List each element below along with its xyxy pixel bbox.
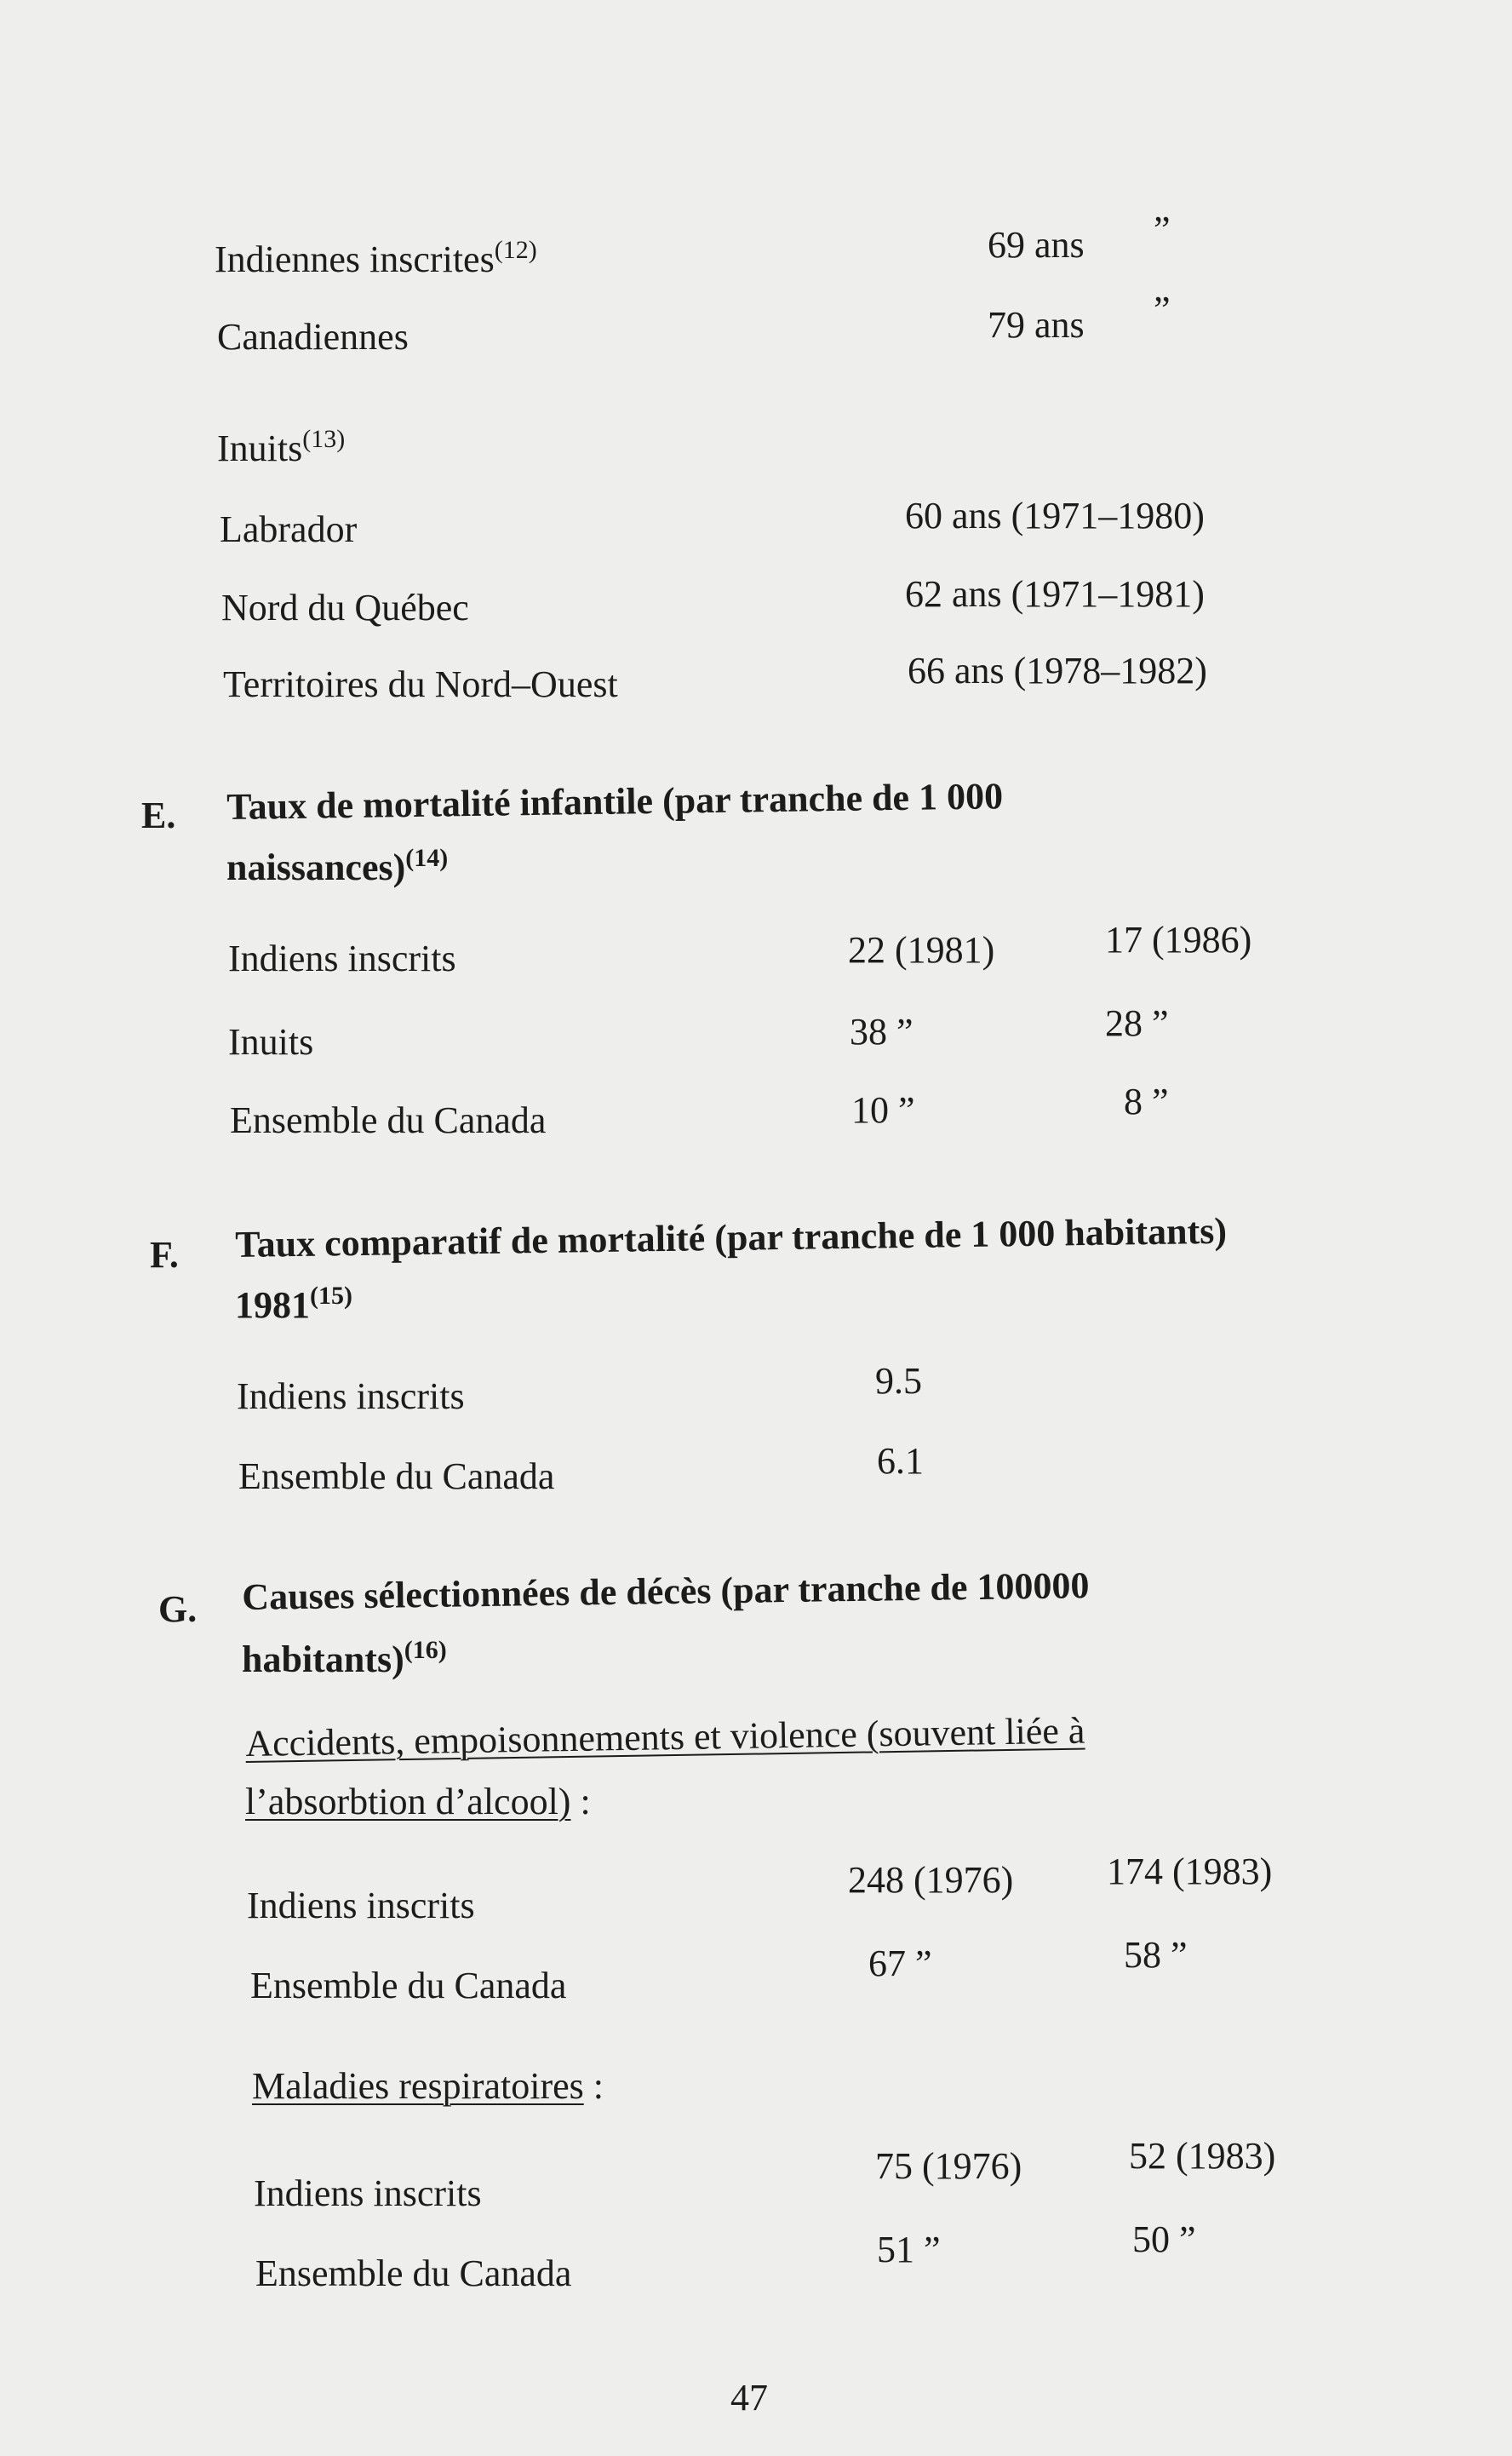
row-value-1: 10 ” (851, 1089, 915, 1131)
ditto-mark: ” (1154, 289, 1171, 330)
row-label: Indiennes inscrites$^{(12)}$ (215, 236, 537, 280)
row-value-1: 67 ” (868, 1942, 932, 1984)
row-value-1: 51 ” (877, 2229, 941, 2270)
row-label: Ensemble du Canada (255, 2252, 572, 2294)
row-label: Indiens inscrits (237, 1375, 465, 1417)
footnote-ref: (13) (302, 425, 346, 453)
row-value-2: 28 ” (1105, 1002, 1169, 1044)
section-title-cont: naissances)$^{(14)}$ (226, 844, 449, 888)
row-label: Ensemble du Canada (250, 1965, 567, 2006)
subsection-heading: Accidents, empoisonnements et violence (souvent liée à (245, 1709, 1085, 1765)
row-label: Ensemble du Canada (238, 1455, 555, 1497)
section-title-cont: habitants)$^{(16)}$ (242, 1636, 447, 1680)
footnote-ref: (15) (310, 1282, 352, 1310)
footnote-ref: (16) (404, 1636, 447, 1664)
row-value-1: 38 ” (850, 1011, 914, 1053)
page-number: 47 (730, 2377, 768, 2419)
row-value: 62 ans (1971–1981) (905, 573, 1205, 615)
row-label: Ensemble du Canada (230, 1099, 547, 1141)
row-value-1: 6.1 (877, 1440, 924, 1482)
row-value-1: 9.5 (875, 1360, 922, 1402)
ditto-mark: ” (1154, 209, 1171, 250)
section-title: Taux comparatif de mortalité (par tranche de 1 000 habitants) (235, 1209, 1228, 1265)
section-title: Taux de mortalité infantile (par tranche de 1 000 (226, 775, 1004, 828)
row-value-2: 17 (1986) (1105, 919, 1252, 961)
row-value-1: 22 (1981) (848, 929, 995, 971)
section-title: Causes sélectionnées de décès (par tranche de 100000 (242, 1564, 1090, 1618)
row-value-2: 58 ” (1124, 1934, 1188, 1976)
row-value-2: 8 ” (1124, 1081, 1169, 1122)
row-label: Indiens inscrits (228, 938, 456, 979)
row-label: Nord du Québec (221, 587, 469, 628)
row-label: Indiens inscrits (247, 1885, 475, 1926)
row-label: Inuits (228, 1021, 314, 1063)
row-label: Indiens inscrits (254, 2172, 482, 2214)
row-label: Inuits$^{(13)}$ (217, 425, 346, 469)
row-value: 79 ans (988, 304, 1085, 346)
row-value-2: 52 (1983) (1129, 2135, 1276, 2177)
subsection-heading: Maladies respiratoires : (252, 2065, 604, 2107)
section-letter: F. (150, 1234, 179, 1276)
row-label: Canadiennes (217, 316, 409, 358)
row-value: 66 ans (1978–1982) (908, 650, 1207, 691)
row-label: Territoires du Nord–Ouest (223, 663, 618, 705)
row-value: 69 ans (988, 224, 1085, 266)
row-value-2: 174 (1983) (1107, 1851, 1273, 1892)
section-title-cont: 1981$^{(15)}$ (235, 1282, 352, 1326)
footnote-ref: (14) (405, 844, 449, 872)
row-value-2: 50 ” (1132, 2218, 1196, 2260)
subsection-heading-cont: l’absorbtion d’alcool) : (245, 1781, 591, 1822)
row-value: 60 ans (1971–1980) (905, 495, 1205, 537)
footnote-ref: (12) (494, 236, 537, 264)
row-value-1: 248 (1976) (848, 1859, 1014, 1901)
row-label: Labrador (220, 508, 358, 550)
section-letter: G. (158, 1588, 198, 1630)
row-value-1: 75 (1976) (875, 2145, 1022, 2187)
section-letter: E. (141, 795, 176, 836)
